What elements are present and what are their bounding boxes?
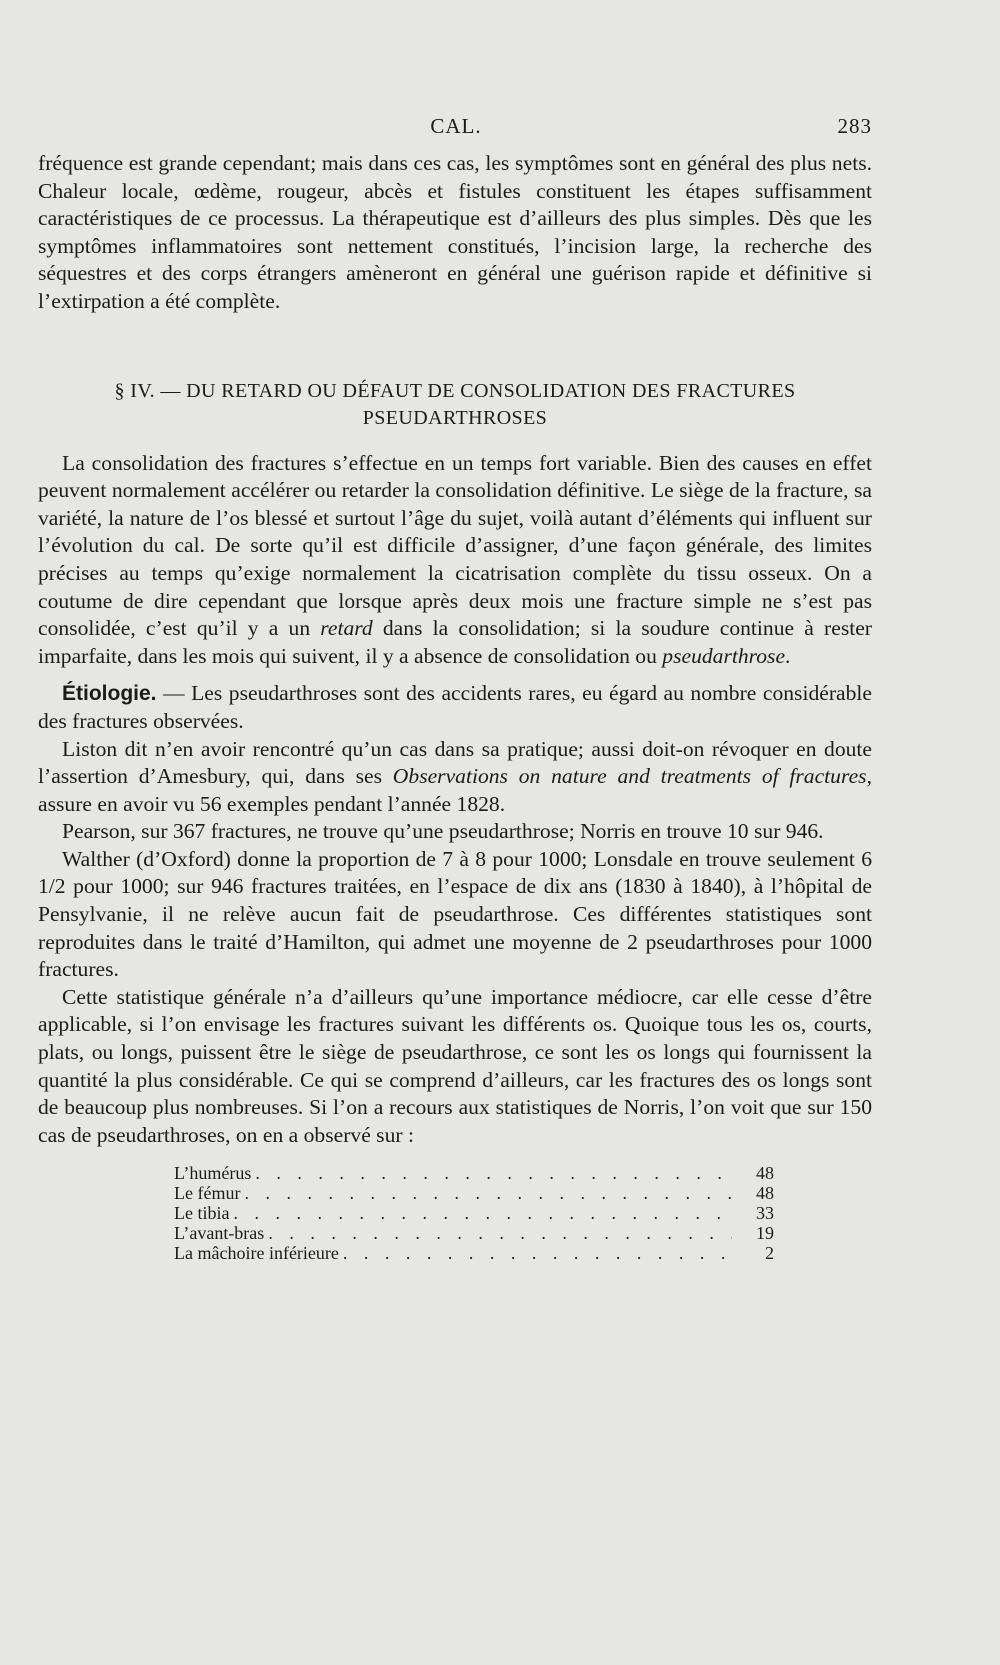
bone-label: Le tibia xyxy=(174,1203,230,1224)
bone-label: L’humérus xyxy=(174,1163,252,1184)
case-count: 48 xyxy=(756,1163,774,1184)
etiologie-heading: Étiologie. xyxy=(62,682,157,706)
retard-term: retard xyxy=(320,616,373,641)
paragraph-statistique: Cette statistique générale n’a d’ailleurs qu’une importance médiocre, car elle cesse d’être applicable, si l’on envisage les fractures suivant les différents os. Quoique tous les os, courts, plats, ou longs, puissent être le siège de pseudarthrose, ce sont les os longs qui fournissent la quantité la plus considérable. Ce qui se comprend d’ailleurs, car les fractures des os longs sont de beaucoup plus nombreuses. Si l’on a recours aux statistiques de Norris, l’on voit que sur 150 cas de pseudarthroses, on en a observé sur : xyxy=(38,984,872,1147)
dot-leader xyxy=(343,1243,732,1263)
case-count: 48 xyxy=(756,1183,774,1204)
page-number: 283 xyxy=(837,114,872,138)
consolidation-text-b: dans la consolidation; si la soudure continue à rester imparfaite, dans les mois qui suivent, il y a absence de consolidation ou xyxy=(38,616,872,668)
table-row xyxy=(174,1183,774,1203)
case-count: 19 xyxy=(756,1223,774,1244)
dot-leader xyxy=(244,1183,732,1203)
table-row xyxy=(174,1203,774,1223)
liston-text-a: Liston dit n’en avoir rencontré qu’un cas dans sa pratique; aussi doit-on révoquer en doute l’assertion d’Amesbury, qui, dans ses xyxy=(38,736,872,789)
table-row xyxy=(174,1163,774,1183)
paragraph-consolidation xyxy=(38,450,872,671)
page-body xyxy=(38,150,872,1263)
bone-label: L’avant-bras xyxy=(174,1223,265,1244)
paragraph-walther: Walther (d’Oxford) donne la proportion de 7 à 8 pour 1000; Lonsdale en trouve seulement 6 1/2 pour 1000; sur 946 fractures traitées, en l’espace de dix ans (1830 à 1840), à l’hôpital de Pensylvanie, il ne relève aucun fait de pseudarthrose. Ces différentes statistiques sont reproduites dans le traité d’Hamilton, qui admet une moyenne de 2 pseudarthroses pour 1000 fractures. xyxy=(38,846,872,982)
running-title: CAL. xyxy=(430,114,482,138)
pseudarthrose-term: pseudarthrose xyxy=(662,643,786,668)
case-count: 33 xyxy=(756,1203,774,1224)
bone-label: La mâchoire inférieure xyxy=(174,1243,339,1264)
etiologie-text: — Les pseudarthroses sont des accidents rares, eu égard au nombre considérable des fractures observées. xyxy=(38,681,872,733)
liston-text-b: , assure en avoir vu 56 exemples pendant l’année 1828. xyxy=(38,764,872,816)
dot-leader xyxy=(255,1163,732,1183)
bone-label: Le fémur xyxy=(174,1183,241,1204)
section-heading xyxy=(38,378,872,432)
table-row xyxy=(174,1223,774,1243)
fracture-statistics-table xyxy=(174,1163,774,1263)
dot-leader xyxy=(233,1203,732,1223)
consolidation-text-c: . xyxy=(785,643,791,668)
section-heading-line-1: § IV. — DU RETARD OU DÉFAUT DE CONSOLIDATION DES FRACTURES xyxy=(114,379,796,402)
paragraph-etiologie xyxy=(38,680,872,735)
section-heading-line-2: PSEUDARTHROSES xyxy=(362,406,548,429)
table-row xyxy=(174,1243,774,1263)
amesbury-title: Observations on nature and treatments of fractures xyxy=(392,764,867,789)
paragraph-liston xyxy=(38,736,872,819)
case-count: 2 xyxy=(765,1243,774,1264)
paragraph-continuation: fréquence est grande cependant; mais dans ces cas, les symptômes sont en général des plus nets. Chaleur locale, œdème, rougeur, abcès et fistules constituent les étapes suffisamment caractéristiques de ce processus. La thérapeutique est d’ailleurs des plus simples. Dès que les symptômes inflammatoires sont nettement constitués, l’incision large, la recherche des séquestres et des corps étrangers amèneront en général une guérison rapide et définitive si l’extirpation a été complète. xyxy=(38,151,872,313)
paragraph-pearson: Pearson, sur 367 fractures, ne trouve qu’une pseudarthrose; Norris en trouve 10 sur 946. xyxy=(62,819,824,844)
consolidation-text-a: La consolidation des fractures s’effectue en un temps fort variable. Bien des causes en effet peuvent normalement accélérer ou retarder la consolidation définitive. Le siège de la fracture, sa variété, la nature de l’os blessé et surtout l’âge du sujet, voilà autant d’éléments qui influent sur l’évolution du cal. De sorte qu’il est difficile d’assigner, d’une façon générale, des limites précises au temps qu’exige normalement la cicatrisation complète du tissu osseux. On a coutume de dire cependant que lorsque après deux mois une fracture simple ne s’est pas consolidée, c’est qu’il y a un xyxy=(38,450,872,641)
dot-leader xyxy=(268,1223,732,1243)
